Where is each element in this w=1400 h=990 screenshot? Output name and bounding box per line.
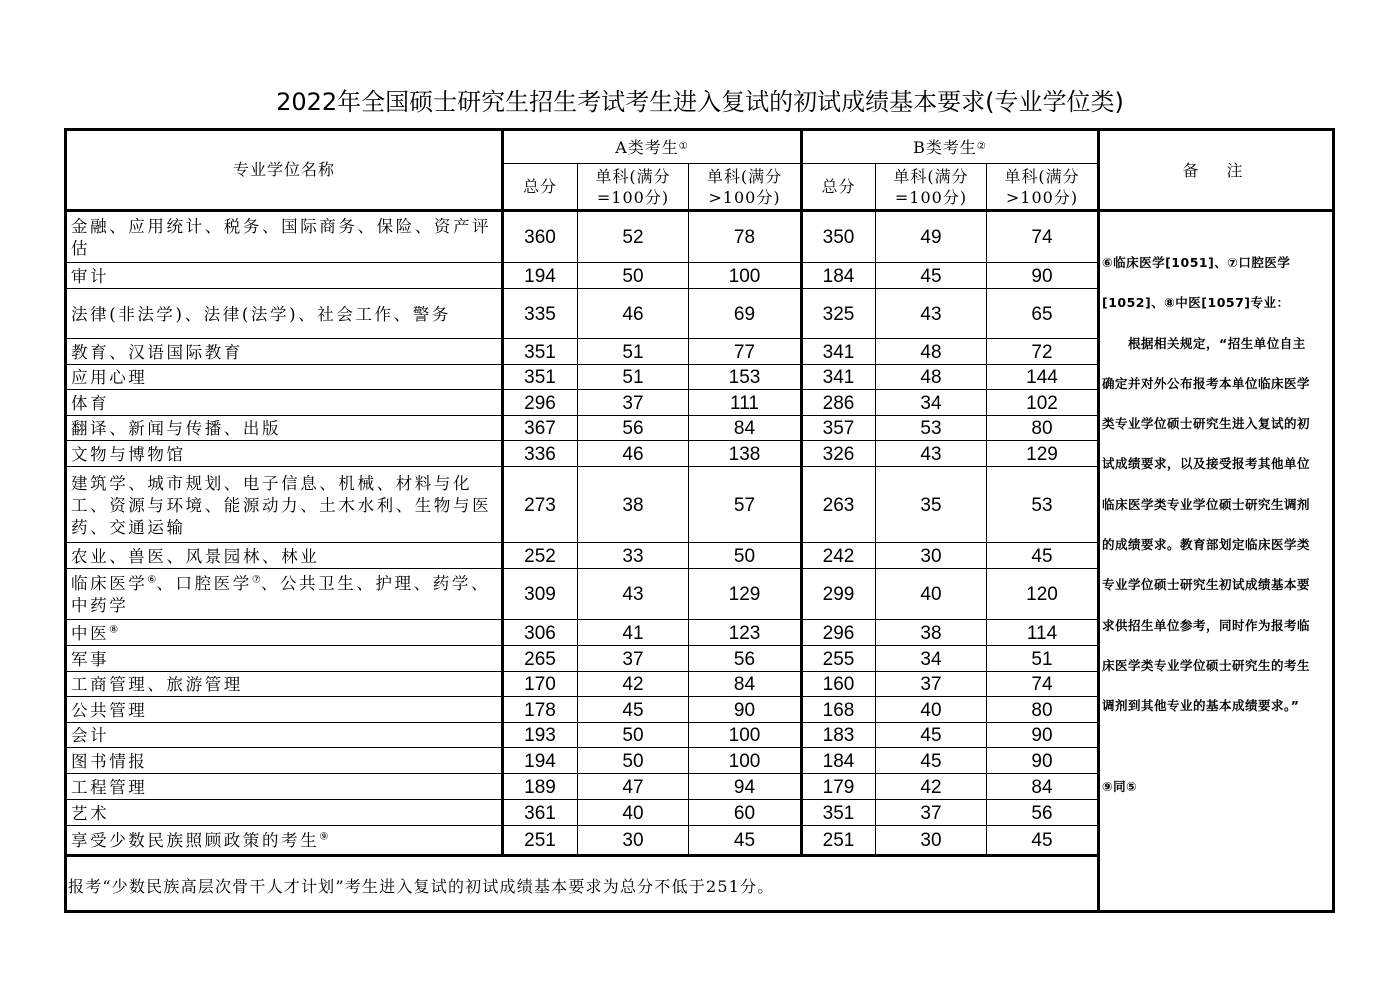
score-cell-b-total: 350 bbox=[822, 226, 855, 248]
degree-name-cell bbox=[67, 827, 501, 855]
score-cell-a-gt100: 129 bbox=[728, 584, 761, 605]
degree-name-cell bbox=[67, 417, 501, 441]
score-cell-b-total: 184 bbox=[822, 265, 855, 287]
score-cell-a-eq100: 50 bbox=[622, 265, 644, 287]
remarks-line: 的成绩要求。教育部划定临床医学类 bbox=[1102, 537, 1311, 553]
score-cell-b-gt100: 129 bbox=[1026, 443, 1058, 465]
score-cell-b-total: 351 bbox=[822, 802, 855, 824]
score-cell-b-eq100: 42 bbox=[920, 776, 942, 798]
score-cell-a-total: 306 bbox=[524, 622, 556, 644]
score-cell-b-eq100: 40 bbox=[920, 699, 942, 721]
degree-name-part: 、口腔医学 bbox=[156, 574, 252, 593]
score-cell-a-gt100: 45 bbox=[733, 830, 756, 851]
degree-name-cell bbox=[67, 775, 501, 800]
score-cell-b-gt100: 144 bbox=[1026, 367, 1058, 388]
header-group-b: B类考生 ② bbox=[913, 137, 986, 157]
header-remarks-label: 备 注 bbox=[1182, 161, 1249, 180]
degree-name-cell bbox=[67, 698, 501, 723]
degree-name: 体育 bbox=[71, 393, 110, 413]
degree-name-cell bbox=[67, 647, 501, 672]
score-cell-b-eq100: 48 bbox=[920, 367, 942, 388]
score-cell-b-eq100: 53 bbox=[920, 418, 942, 439]
score-cell-a-gt100: 153 bbox=[728, 367, 761, 388]
degree-name-cell bbox=[67, 468, 501, 543]
remarks-line: 根据相关规定，“招生单位自主 bbox=[1102, 335, 1306, 351]
header-b-single-eq100 bbox=[876, 164, 986, 209]
degree-name: 军事 bbox=[71, 649, 110, 669]
score-cell-b-eq100: 37 bbox=[920, 674, 942, 695]
header-line: >100分) bbox=[708, 187, 781, 207]
score-cell-a-total: 251 bbox=[524, 830, 556, 851]
score-cell-b-eq100: 35 bbox=[920, 494, 942, 516]
score-cell-a-total: 309 bbox=[524, 584, 556, 605]
score-cell-b-total: 326 bbox=[822, 443, 855, 465]
remarks-line: 专业学位硕士研究生初试成绩基本要 bbox=[1102, 577, 1311, 593]
score-cell-a-eq100: 50 bbox=[622, 725, 644, 746]
score-cell-b-total: 341 bbox=[822, 341, 855, 363]
header-line: 单科(满分 bbox=[595, 166, 671, 186]
score-cell-b-eq100: 34 bbox=[920, 392, 942, 414]
score-cell-b-eq100: 38 bbox=[920, 622, 942, 644]
remarks-line bbox=[1102, 727, 1332, 767]
remarks-line: 临床医学类专业学位硕士研究生调剂 bbox=[1102, 496, 1311, 512]
score-cell-a-eq100: 37 bbox=[622, 648, 644, 670]
degree-name: 金融、应用统计、税务、国际商务、保险、资产评估 bbox=[71, 216, 492, 258]
score-cell-b-gt100: 45 bbox=[1031, 545, 1053, 567]
score-cell-b-eq100: 49 bbox=[920, 226, 942, 248]
degree-name-cell bbox=[67, 340, 501, 365]
score-cell-b-gt100: 84 bbox=[1031, 776, 1053, 798]
score-cell-a-eq100: 40 bbox=[622, 802, 644, 824]
degree-name: 中医⑧ bbox=[71, 623, 119, 643]
score-cell-a-gt100: 50 bbox=[733, 545, 756, 567]
degree-name-cell bbox=[67, 264, 501, 289]
score-cell-a-gt100: 123 bbox=[728, 622, 761, 644]
score-cell-b-gt100: 80 bbox=[1031, 418, 1053, 439]
score-cell-b-gt100: 90 bbox=[1031, 265, 1053, 287]
score-cell-b-total: 242 bbox=[822, 545, 855, 567]
remarks-line: 确定并对外公布报考本单位临床医学 bbox=[1102, 375, 1311, 391]
footnote-marker: ⑨ bbox=[319, 831, 329, 843]
degree-name-cell bbox=[67, 621, 501, 646]
score-cell-b-eq100: 43 bbox=[920, 443, 942, 465]
footnote-marker: ⑥ bbox=[147, 574, 157, 586]
score-cell-a-eq100: 41 bbox=[622, 622, 644, 644]
score-cell-b-gt100: 56 bbox=[1031, 802, 1053, 824]
score-cell-a-eq100: 42 bbox=[622, 674, 644, 695]
score-cell-b-eq100: 43 bbox=[920, 303, 942, 325]
score-cell-b-eq100: 45 bbox=[920, 265, 942, 287]
degree-name: 图书情报 bbox=[71, 751, 148, 771]
score-cell-b-total: 168 bbox=[822, 699, 855, 721]
score-cell-a-eq100: 45 bbox=[622, 699, 644, 721]
score-cell-a-gt100: 77 bbox=[733, 341, 756, 363]
score-cell-b-gt100: 74 bbox=[1031, 226, 1053, 248]
score-cell-b-gt100: 102 bbox=[1026, 392, 1058, 414]
header-line: 单科(满分 bbox=[706, 166, 783, 186]
score-cell-b-total: 263 bbox=[822, 494, 855, 516]
degree-name-cell bbox=[67, 673, 501, 697]
remarks-line: 床医学类专业学位硕士研究生的考生 bbox=[1102, 657, 1311, 673]
divider bbox=[1097, 128, 1100, 913]
score-cell-b-total: 183 bbox=[822, 725, 855, 746]
score-cell-a-total: 361 bbox=[524, 802, 556, 824]
footnote-marker: ⑦ bbox=[251, 574, 261, 586]
page-title: 2022年全国硕士研究生招生考试考生进入复试的初试成绩基本要求(专业学位类) bbox=[276, 88, 1124, 116]
header-line: =100分) bbox=[596, 187, 670, 207]
degree-name-cell bbox=[67, 442, 501, 467]
degree-name bbox=[71, 573, 497, 617]
score-cell-a-gt100: 111 bbox=[730, 392, 759, 414]
score-cell-a-gt100: 56 bbox=[733, 648, 756, 670]
degree-name-cell bbox=[67, 290, 501, 339]
score-cell-b-gt100: 74 bbox=[1031, 674, 1053, 695]
degree-name: 公共管理 bbox=[71, 700, 148, 720]
score-cell-a-eq100: 37 bbox=[622, 392, 644, 414]
score-cell-a-eq100: 51 bbox=[622, 367, 644, 388]
score-cell-a-total: 178 bbox=[524, 699, 556, 721]
remarks-line: 类专业学位硕士研究生进入复试的初 bbox=[1102, 416, 1311, 432]
score-cell-b-eq100: 34 bbox=[920, 648, 942, 670]
header-a-single-gt100 bbox=[689, 164, 800, 209]
header-degree-name-label: 专业学位名称 bbox=[232, 160, 335, 179]
score-cell-b-total: 160 bbox=[822, 674, 855, 695]
header-b-single-gt100 bbox=[987, 164, 1097, 209]
score-cell-b-eq100: 37 bbox=[920, 802, 942, 824]
score-cell-a-total: 252 bbox=[524, 545, 556, 567]
score-cell-a-gt100: 78 bbox=[733, 226, 756, 248]
score-cell-a-gt100: 84 bbox=[733, 418, 756, 439]
score-cell-a-gt100: 57 bbox=[733, 494, 756, 516]
score-cell-b-total: 251 bbox=[822, 830, 855, 851]
remarks-line: 试成绩要求，以及接受报考其他单位 bbox=[1102, 456, 1311, 472]
header-group-b-label: B类考生 bbox=[913, 137, 977, 157]
score-cell-b-gt100: 51 bbox=[1031, 648, 1053, 670]
score-cell-b-gt100: 90 bbox=[1031, 750, 1053, 772]
remarks-line: [1052]、⑧中医[1057]专业： bbox=[1102, 295, 1290, 311]
score-cell-a-eq100: 51 bbox=[622, 341, 644, 363]
score-cell-a-gt100: 90 bbox=[733, 699, 756, 721]
footer-note: 报考“少数民族高层次骨干人才计划”考生进入复试的初试成绩基本要求为总分不低于251分。 bbox=[68, 877, 775, 896]
score-cell-b-gt100: 53 bbox=[1031, 494, 1053, 516]
remarks-text bbox=[1102, 243, 1332, 807]
score-cell-b-total: 299 bbox=[822, 584, 855, 605]
score-cell-a-eq100: 46 bbox=[622, 303, 644, 325]
score-cell-b-total: 296 bbox=[822, 622, 855, 644]
score-cell-a-total: 367 bbox=[524, 418, 556, 439]
degree-name-cell bbox=[67, 570, 501, 620]
header-a-single-eq100 bbox=[578, 164, 688, 209]
score-cell-a-gt100: 100 bbox=[728, 750, 761, 772]
header-a-total bbox=[503, 164, 577, 209]
header-line: 单科(满分 bbox=[893, 166, 969, 186]
score-cell-b-total: 179 bbox=[822, 776, 855, 798]
degree-name-cell bbox=[67, 366, 501, 390]
header-group-a-label: A类考生 bbox=[615, 137, 679, 157]
header-b-total-label: 总分 bbox=[821, 177, 856, 196]
footnote-marker: ⑧ bbox=[109, 624, 119, 635]
degree-name: 工程管理 bbox=[71, 777, 148, 797]
score-cell-a-total: 360 bbox=[524, 226, 556, 248]
score-cell-a-gt100: 94 bbox=[733, 776, 756, 798]
score-cell-b-total: 184 bbox=[822, 750, 855, 772]
score-cell-a-total: 194 bbox=[524, 750, 556, 772]
score-cell-a-total: 335 bbox=[524, 303, 556, 325]
degree-name-cell bbox=[67, 724, 501, 748]
score-cell-a-eq100: 43 bbox=[622, 584, 644, 605]
header-line: =100分) bbox=[894, 187, 968, 207]
score-cell-a-total: 194 bbox=[524, 265, 556, 287]
degree-name: 法律(非法学)、法律(法学)、社会工作、警务 bbox=[71, 304, 451, 324]
degree-name: 文物与博物馆 bbox=[71, 444, 186, 464]
degree-name-cell bbox=[67, 544, 501, 569]
remarks-line: 调剂到其他专业的基本成绩要求。” bbox=[1102, 698, 1300, 714]
degree-name: 艺术 bbox=[71, 803, 110, 823]
score-cell-a-gt100: 60 bbox=[733, 802, 756, 824]
score-cell-b-gt100: 65 bbox=[1031, 303, 1053, 325]
score-cell-a-gt100: 84 bbox=[733, 674, 756, 695]
header-remarks bbox=[1099, 131, 1332, 209]
score-cell-b-gt100: 114 bbox=[1026, 622, 1058, 644]
score-cell-a-eq100: 52 bbox=[622, 226, 644, 248]
score-cell-a-eq100: 56 bbox=[622, 418, 644, 439]
score-cell-a-gt100: 69 bbox=[733, 303, 756, 325]
score-cell-b-gt100: 90 bbox=[1031, 725, 1053, 746]
header-line: >100分) bbox=[1005, 187, 1079, 207]
degree-name: 会计 bbox=[71, 726, 110, 745]
score-cell-a-total: 296 bbox=[524, 392, 556, 414]
score-cell-a-gt100: 100 bbox=[728, 265, 761, 287]
score-cell-a-total: 170 bbox=[524, 674, 556, 695]
degree-name-cell bbox=[67, 749, 501, 774]
score-cell-a-total: 193 bbox=[524, 725, 556, 746]
score-cell-b-gt100: 45 bbox=[1031, 830, 1053, 851]
degree-name: 建筑学、城市规划、电子信息、机械、材料与化工、资源与环境、能源动力、土木水利、生物与医药、交通运输 bbox=[71, 473, 492, 537]
score-cell-a-total: 273 bbox=[524, 494, 556, 516]
remarks-line: ⑨同⑤ bbox=[1102, 778, 1138, 794]
degree-name: 翻译、新闻与传播、出版 bbox=[71, 419, 282, 438]
score-cell-a-total: 351 bbox=[524, 367, 556, 388]
score-cell-a-total: 265 bbox=[524, 648, 556, 670]
degree-name: 教育、汉语国际教育 bbox=[71, 342, 243, 362]
score-cell-b-gt100: 80 bbox=[1031, 699, 1053, 721]
header-line: 单科(满分 bbox=[1004, 166, 1080, 186]
header-a-total-label: 总分 bbox=[522, 177, 557, 196]
score-cell-b-eq100: 30 bbox=[920, 830, 942, 851]
degree-name: 应用心理 bbox=[71, 368, 148, 387]
degree-name: 农业、兽医、风景园林、林业 bbox=[71, 546, 320, 566]
score-cell-b-total: 286 bbox=[822, 392, 855, 414]
score-cell-a-eq100: 50 bbox=[622, 750, 644, 772]
degree-name: 享受少数民族照顾政策的考生⑨ bbox=[71, 831, 329, 850]
score-cell-a-total: 351 bbox=[524, 341, 556, 363]
score-cell-b-eq100: 48 bbox=[920, 341, 942, 363]
score-cell-b-gt100: 72 bbox=[1031, 341, 1053, 363]
score-cell-a-gt100: 100 bbox=[728, 725, 761, 746]
score-cell-b-total: 255 bbox=[822, 648, 855, 670]
degree-name-cell bbox=[67, 212, 501, 263]
score-cell-a-eq100: 46 bbox=[622, 443, 644, 465]
score-cell-a-total: 189 bbox=[524, 776, 556, 798]
header-degree-name bbox=[67, 131, 501, 209]
score-cell-a-gt100: 138 bbox=[728, 443, 761, 465]
remarks-line: ⑥临床医学[1051]、⑦口腔医学 bbox=[1102, 255, 1291, 270]
degree-name-part: 、公共卫生、护理、药学、中药学 bbox=[71, 574, 491, 615]
degree-name: 工商管理、旅游管理 bbox=[71, 675, 243, 694]
score-cell-b-eq100: 45 bbox=[920, 750, 942, 772]
score-cell-b-eq100: 30 bbox=[920, 545, 942, 567]
score-cell-b-gt100: 120 bbox=[1026, 584, 1058, 605]
remarks-line: 求供招生单位参考，同时作为报考临 bbox=[1102, 617, 1311, 633]
score-cell-b-total: 341 bbox=[822, 367, 855, 388]
degree-name-cell bbox=[67, 801, 501, 826]
degree-name-cell bbox=[67, 391, 501, 416]
score-cell-a-eq100: 33 bbox=[622, 545, 644, 567]
header-b-total bbox=[802, 164, 875, 209]
score-cell-b-total: 357 bbox=[822, 418, 855, 439]
score-cell-b-eq100: 40 bbox=[920, 584, 942, 605]
degree-name: 审计 bbox=[71, 266, 110, 286]
degree-name-part: 临床医学 bbox=[71, 574, 148, 593]
score-cell-a-eq100: 30 bbox=[622, 830, 644, 851]
header-group-a: A类考生 ① bbox=[615, 137, 688, 157]
score-cell-a-eq100: 38 bbox=[622, 494, 644, 516]
score-cell-b-total: 325 bbox=[822, 303, 855, 325]
score-cell-a-eq100: 47 bbox=[622, 776, 644, 798]
score-cell-b-eq100: 45 bbox=[920, 725, 942, 746]
score-cell-a-total: 336 bbox=[524, 443, 556, 465]
